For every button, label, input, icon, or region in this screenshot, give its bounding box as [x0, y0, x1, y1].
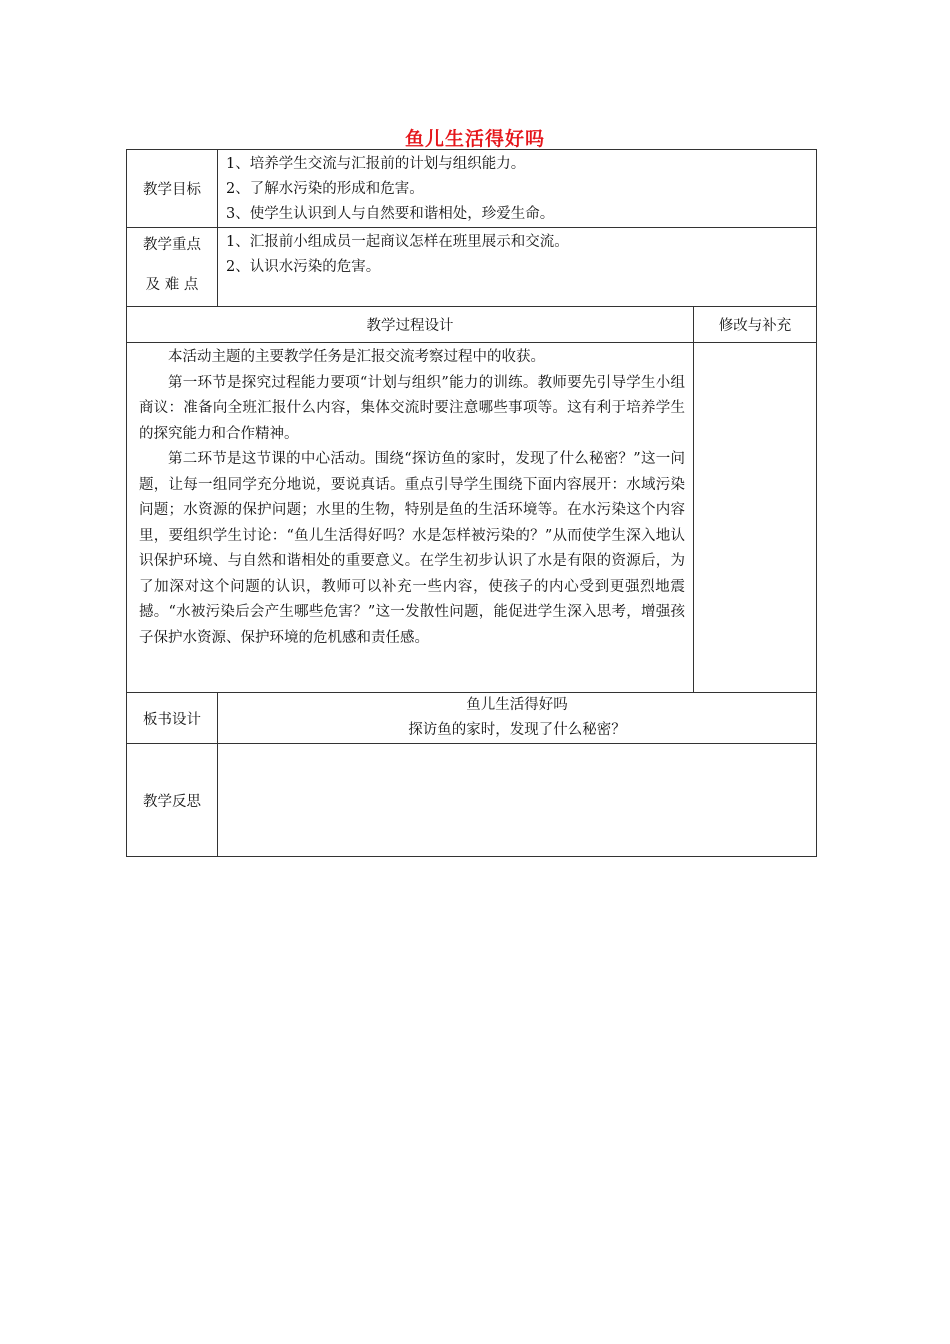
objective-item: 3、使学生认识到人与自然要和谐相处，珍爱生命。: [226, 206, 555, 222]
objective-item: 1、培养学生交流与汇报前的计划与组织能力。: [226, 156, 526, 172]
key-points-label-line2: 及 难 点: [145, 277, 199, 293]
objectives-row: [127, 150, 817, 228]
board-line: 鱼儿生活得好吗: [466, 697, 568, 713]
objectives-content: [218, 150, 817, 228]
process-body-row: [127, 343, 817, 693]
process-body: [127, 343, 694, 693]
reflection-label: 教学反思: [127, 744, 218, 857]
process-paragraph: 本活动主题的主要教学任务是汇报交流考察过程中的收获。: [168, 349, 545, 365]
board-label: 板书设计: [127, 693, 218, 744]
process-paragraph: 第二环节是这节课的中心活动。围绕“探访鱼的家时，发现了什么秘密？”这一问题，让每一组同学充分地说，要说真话。重点引导学生围绕下面内容展开：水域污染问题；水资源的保护问题；水里的生物，特别是鱼的生活环境等。在水污染这个内容里，要组织学生讨论：“鱼儿生活得好吗？水是怎样被污染的？”从而使学生深入地认识保护环境、与自然和谐相处的重要意义。在学生初步认识了水是有限的资源后，为了加深对这个问题的认识，教师可以补充一些内容，使孩子的内心受到更强烈地震撼。“水被污染后会产生哪些危害？”这一发散性问题，能促进学生深入思考，增强孩子保护水资源、保护环境的危机感和责任感。: [139, 451, 685, 646]
objectives-label: 教学目标: [127, 150, 218, 228]
objective-item: 2、了解水污染的形成和危害。: [226, 181, 424, 197]
reflection-content: [218, 744, 817, 857]
board-content: [218, 693, 817, 744]
lesson-plan-table: [126, 149, 817, 857]
reflection-row: [127, 744, 817, 857]
key-points-content: [218, 228, 817, 307]
board-row: [127, 693, 817, 744]
board-line: 探访鱼的家时，发现了什么秘密？: [408, 722, 626, 738]
key-point-item: 2、认识水污染的危害。: [226, 259, 381, 275]
process-header-row: [127, 307, 817, 343]
process-header: 教学过程设计: [127, 307, 694, 343]
key-point-item: 1、汇报前小组成员一起商议怎样在班里展示和交流。: [226, 234, 569, 250]
page-title: 鱼儿生活得好吗: [404, 128, 545, 150]
key-points-label-line1: 教学重点: [143, 237, 201, 253]
process-paragraph: 第一环节是探究过程能力要项“计划与组织”能力的训练。教师要先引导学生小组商议：准备向全班汇报什么内容，集体交流时要注意哪些事项等。这有利于培养学生的探究能力和合作精神。: [139, 374, 685, 442]
key-points-row: [127, 228, 817, 307]
key-points-label: [127, 228, 218, 307]
revision-cell: [694, 343, 817, 693]
revision-header: 修改与补充: [694, 307, 817, 343]
